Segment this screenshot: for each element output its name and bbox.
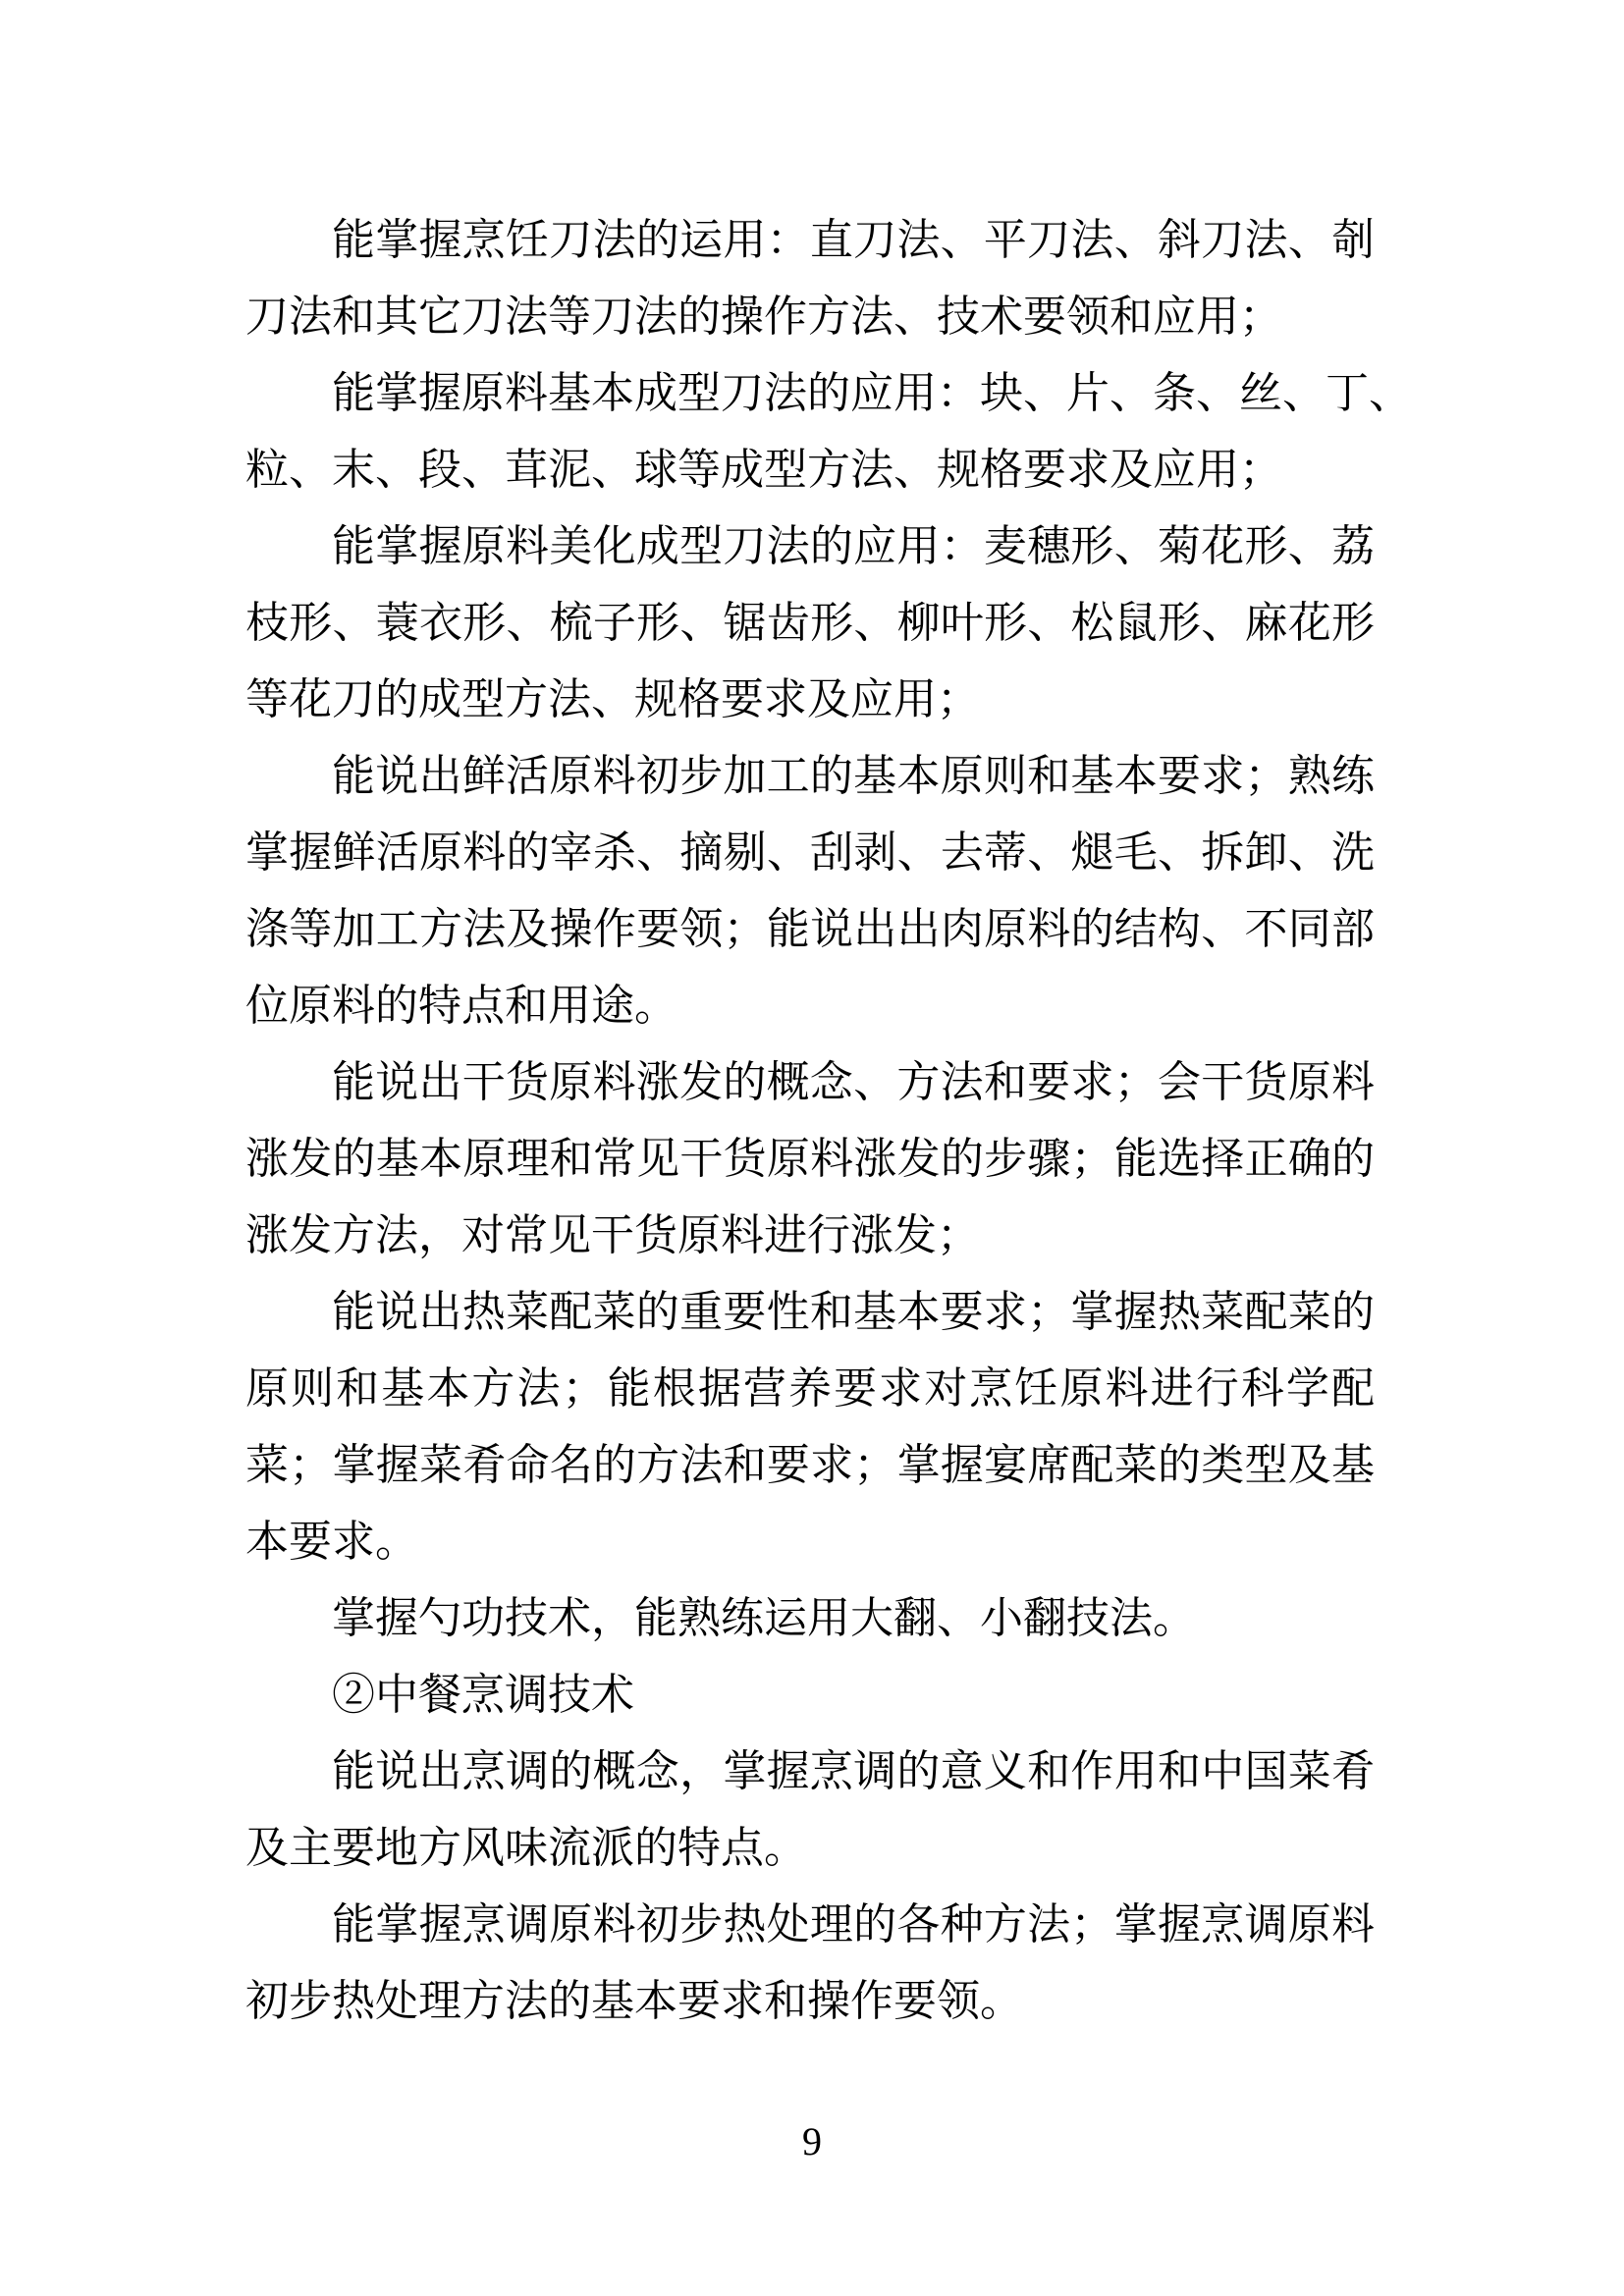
text-line: 能说出干货原料涨发的概念、方法和要求；会干货原料 (332, 1058, 1375, 1106)
text-line: 粒、末、段、茸泥、球等成型方法、规格要求及应用； (245, 446, 1282, 494)
text-line: 掌握勺功技术，能熟练运用大翻、小翻技法。 (332, 1594, 1196, 1642)
text-line: 位原料的特点和用途。 (245, 982, 677, 1030)
text-line: 初步热处理方法的基本要求和操作要领。 (245, 1977, 1023, 2025)
text-line-section-heading: ②中餐烹调技术 (332, 1671, 634, 1719)
text-line: 掌握鲜活原料的宰杀、摘剔、刮剥、去蒂、煺毛、拆卸、洗 (245, 828, 1375, 877)
text-line: 菜；掌握菜肴命名的方法和要求；掌握宴席配菜的类型及基 (245, 1441, 1375, 1489)
text-line: 刀法和其它刀法等刀法的操作方法、技术要领和应用； (245, 293, 1282, 341)
text-line: 等花刀的成型方法、规格要求及应用； (245, 675, 980, 723)
text-line: 能掌握烹调原料初步热处理的各种方法；掌握烹调原料 (332, 1900, 1375, 1949)
text-line: 能掌握烹饪刀法的运用：直刀法、平刀法、斜刀法、剞 (332, 216, 1375, 264)
text-line: 能说出鲜活原料初步加工的基本原则和基本要求；熟练 (332, 752, 1375, 800)
text-line: 能说出烹调的概念，掌握烹调的意义和作用和中国菜肴 (332, 1747, 1375, 1795)
text-line: 涨发的基本原理和常见干货原料涨发的步骤；能选择正确的 (245, 1135, 1375, 1183)
text-line: 枝形、蓑衣形、梳子形、锯齿形、柳叶形、松鼠形、麻花形 (245, 599, 1375, 647)
text-line: 能说出热菜配菜的重要性和基本要求；掌握热菜配菜的 (332, 1288, 1375, 1336)
text-body (245, 202, 1412, 2040)
text-line: 能掌握原料基本成型刀法的应用：块、片、条、丝、丁、 (332, 369, 1412, 417)
text-line: 涨发方法，对常见干货原料进行涨发； (245, 1211, 980, 1259)
text-line: 及主要地方风味流派的特点。 (245, 1824, 807, 1872)
text-line: 能掌握原料美化成型刀法的应用：麦穗形、菊花形、荔 (332, 522, 1375, 570)
text-line: 涤等加工方法及操作要领；能说出出肉原料的结构、不同部 (245, 905, 1375, 953)
text-line: 原则和基本方法；能根据营养要求对烹饪原料进行科学配 (245, 1364, 1375, 1413)
page-number: 9 (802, 2119, 822, 2163)
text-line: 本要求。 (245, 1518, 418, 1566)
